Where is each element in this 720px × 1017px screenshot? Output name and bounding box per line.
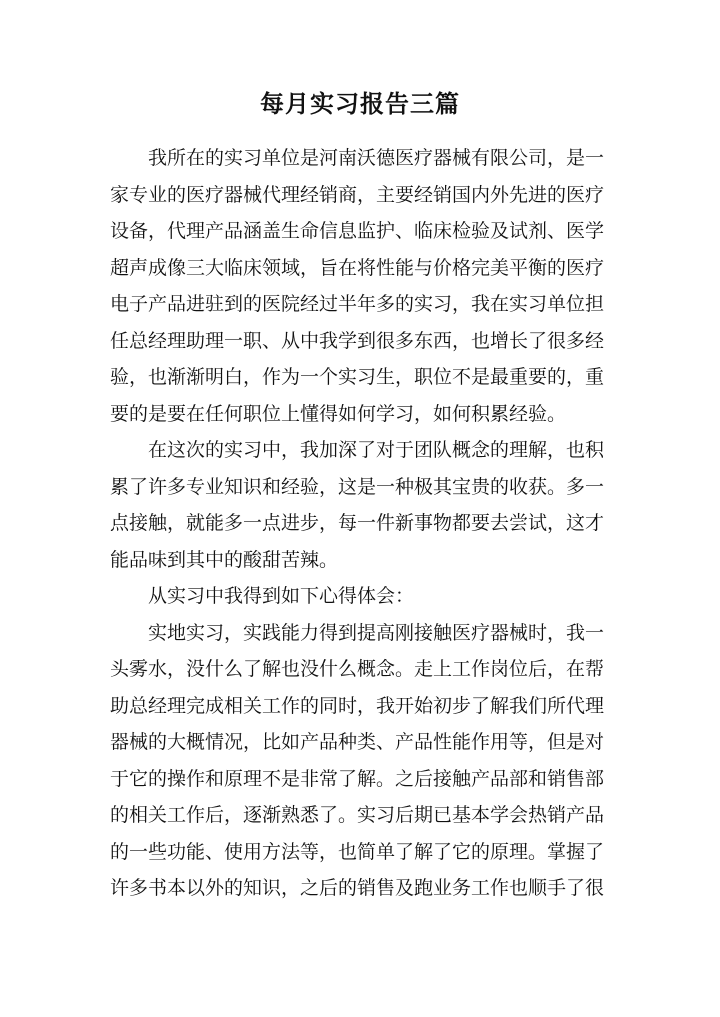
text-line: 能品味到其中的酸甜苦辣。 (110, 548, 339, 571)
text-line: 于它的操作和原理不是非常了解。之后接触产品部和销售部 (110, 767, 605, 790)
text-line: 在这次的实习中，我加深了对于团队概念的理解，也积 (148, 439, 605, 461)
text-line: 的相关工作后，逐渐熟悉了。实习后期已基本学会热销产品 (110, 804, 605, 826)
text-line: 许多书本以外的知识，之后的销售及跑业务工作也顺手了很 (110, 877, 605, 899)
text-line: 头雾水，没什么了解也没什么概念。走上工作岗位后，在帮 (110, 658, 605, 680)
document-title: 每月实习报告三篇 (260, 90, 460, 118)
text-line: 任总经理助理一职、从中我学到很多东西，也增长了很多经 (110, 329, 605, 352)
text-line: 电子产品进驻到的医院经过半年多的实习，我在实习单位担 (110, 293, 605, 315)
text-line: 点接触，就能多一点进步，每一件新事物都要去尝试，这才 (110, 512, 605, 534)
text-line: 器械的大概情况，比如产品种类、产品性能作用等，但是对 (110, 731, 605, 753)
text-line: 的一些功能、使用方法等，也简单了解了它的原理。掌握了 (110, 840, 605, 863)
text-line: 我所在的实习单位是河南沃德医疗器械有限公司，是一 (148, 147, 605, 169)
text-line: 要的是要在任何职位上懂得如何学习，如何积累经验。 (110, 402, 567, 425)
text-line: 超声成像三大临床领域，旨在将性能与价格完美平衡的医疗 (110, 256, 605, 279)
text-line: 从实习中我得到如下心得体会： (148, 585, 415, 607)
text-line: 设备，代理产品涵盖生命信息监护、临床检验及试剂、医学 (110, 220, 605, 242)
text-line: 家专业的医疗器械代理经销商，主要经销国内外先进的医疗 (110, 183, 605, 206)
text-line: 实地实习，实践能力得到提高刚接触医疗器械时，我一 (148, 621, 605, 644)
text-line: 累了许多专业知识和经验，这是一种极其宝贵的收获。多一 (110, 475, 605, 498)
text-line: 验，也渐渐明白，作为一个实习生，职位不是最重要的，重 (110, 366, 605, 388)
text-line: 助总经理完成相关工作的同时，我开始初步了解我们所代理 (110, 694, 605, 717)
document-body (110, 140, 618, 907)
